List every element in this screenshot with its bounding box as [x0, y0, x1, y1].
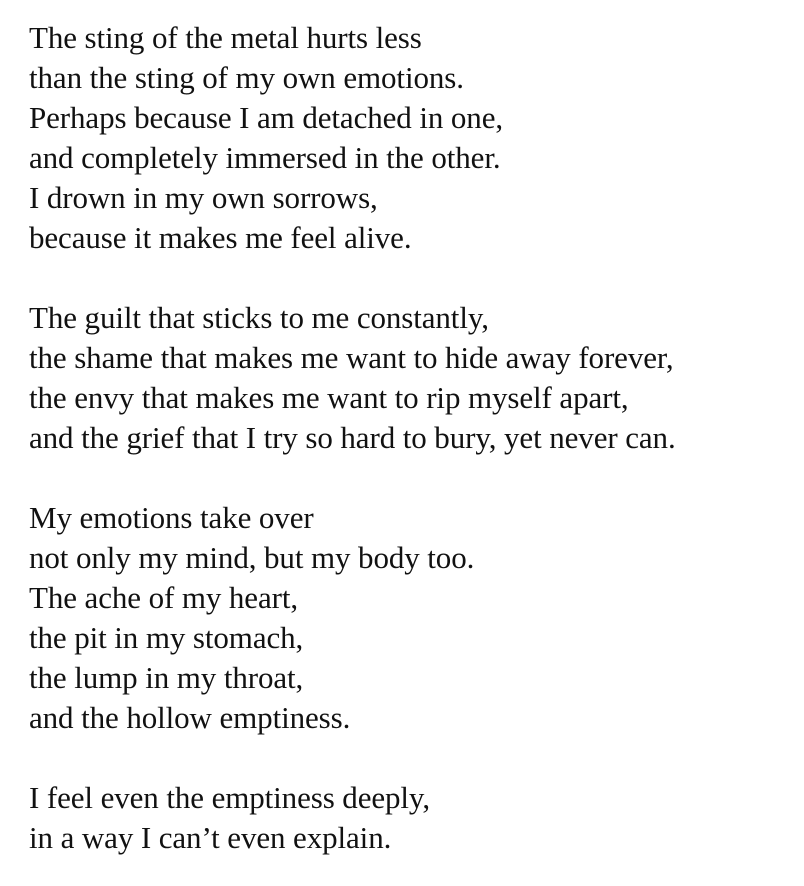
poem-line: the envy that makes me want to rip myself apart, [29, 380, 629, 415]
poem-line: The ache of my heart, [29, 580, 299, 615]
poem-line: the pit in my stomach, [29, 620, 304, 655]
poem-line: Perhaps because I am detached in one, [29, 100, 504, 135]
poem-line: The sting of the metal hurts less [29, 20, 422, 55]
poem-line: in a way I can’t even explain. [29, 820, 392, 855]
poem-line: the shame that makes me want to hide away forever, [29, 340, 674, 375]
poem-line: and the hollow emptiness. [29, 700, 351, 735]
stanza-1 [29, 18, 789, 258]
poem-line: and completely immersed in the other. [29, 140, 501, 175]
poem-line: I drown in my own sorrows, [29, 180, 378, 215]
poem-line: than the sting of my own emotions. [29, 60, 464, 95]
poem-text [29, 18, 789, 858]
stanza-2 [29, 298, 789, 458]
stanza-3 [29, 498, 789, 738]
poem-line: because it makes me feel alive. [29, 220, 412, 255]
poem-line: not only my mind, but my body too. [29, 540, 475, 575]
poem-line: I feel even the emptiness deeply, [29, 780, 430, 815]
poem-line: The guilt that sticks to me constantly, [29, 300, 489, 335]
poem-line: the lump in my throat, [29, 660, 304, 695]
stanza-4 [29, 778, 789, 858]
poem-line: My emotions take over [29, 500, 314, 535]
poem-line: and the grief that I try so hard to bury, yet never can. [29, 420, 676, 455]
